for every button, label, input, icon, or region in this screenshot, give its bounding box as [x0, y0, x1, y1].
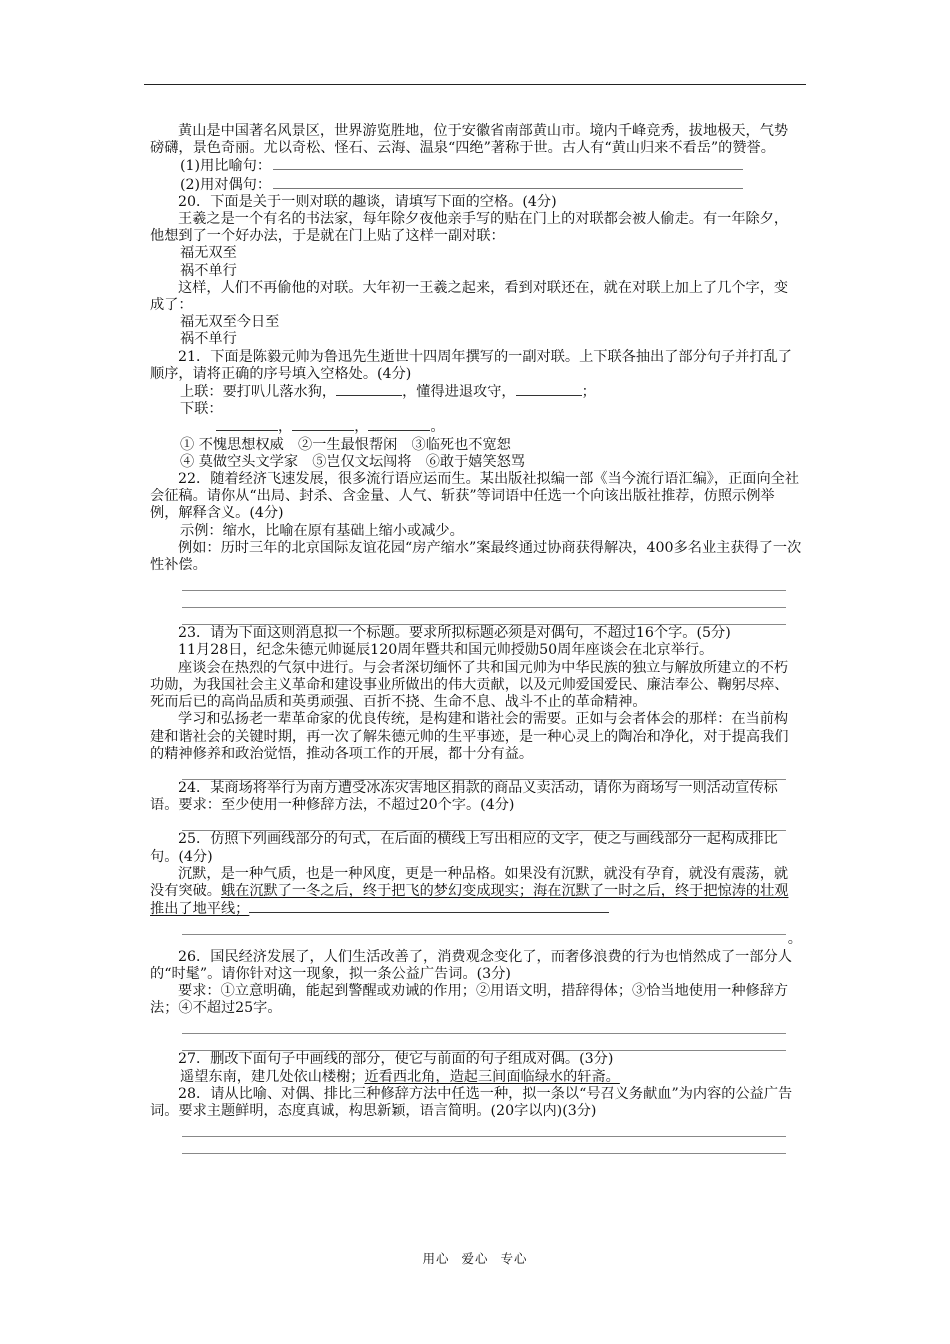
q21-options-row-1: ① 不愧思想权威 ②一生最恨帮闲 ③临死也不宽恕: [180, 436, 511, 453]
q26-prompt: 26．国民经济发展了，人们生活改善了，消费观念变化了，而奢侈浪费的行为也悄然成了一部分人的“时髦”。请你针对这一现象，拟一条公益广告词。(3分): [150, 948, 792, 982]
q27-prompt: 27．删改下面句子中画线的部分，使它与前面的句子组成对偶。(3分): [178, 1051, 614, 1068]
q28-prompt: 28．请从比喻、对偶、排比三种修辞方法中任选一种，拟一条以“号召义务献血”为内容的公益广告词。要求主题鲜明，态度真诚，构思新颖，语言简明。(20字以内)(3分): [150, 1085, 793, 1119]
page-footer: [0, 1249, 950, 1267]
q23-prompt: 23．请为下面这则消息拟一个标题。要求所拟标题必须是对偶句，不超过16个字。(5分): [178, 625, 731, 642]
q23-news-para-2: 座谈会在热烈的气氛中进行。与会者深切缅怀了共和国元帅为中华民族的独立与解放所建立的不朽功勋，为我国社会主义革命和建设事业所做出的伟大贡献，以及元帅爱国爱民、廉洁奉公、鞠躬尽瘁、死而后已的高尚品质和英勇顽强、百折不挠、生命不息、战斗不止的革命精神。: [150, 659, 789, 711]
q28-answer-line-1[interactable]: [182, 1127, 786, 1137]
q22-answer-line-3[interactable]: [182, 615, 786, 625]
q26-answer-line-1[interactable]: [182, 1024, 786, 1034]
q25-answer-blank[interactable]: [249, 900, 609, 913]
q19-1-answer-line[interactable]: [273, 157, 743, 170]
q21-lower-blank-3[interactable]: [368, 418, 430, 431]
q25-text: [150, 866, 802, 919]
q27-sentence-underlined: 近看西北角，造起三间面临绿水的轩斋。: [364, 1068, 620, 1085]
q22-prompt: 22．随着经济飞速发展，很多流行语应运而生。某出版社拟编一部《当今流行语汇编》，正面向全社会征稿。请你从“出局、封杀、含金量、人气、斩获”等词语中任选一个向该出版社推荐，仿照示例举例，解释含义。(4分): [150, 471, 800, 522]
q22-example-1: 示例：缩水，比喻在原有基础上缩小或减少。: [180, 522, 464, 539]
q21-upper-prefix: 上联：要打叭儿落水狗，: [180, 384, 337, 401]
q20-couplet1-line1: 福无双至: [180, 245, 237, 262]
q21-lower-period: 。: [430, 419, 445, 436]
q21-options-row-2: ④ 莫做空头文学家 ⑤岂仅文坛闯将 ⑥敢于嬉笑怒骂: [180, 453, 526, 470]
q25-text-plain: 沉默，是一种气质，也是一种风度，更是一种品格。如果没有沉默，就没有孕育，就没有震荡，就没有突破。: [150, 865, 789, 899]
q23-news-para-3: 学习和弘扬老一辈革命家的优良传统，是构建和谐社会的需要。正如与会者体会的那样：在当前构建和谐社会的关键时期，再一次了解朱德元帅的生平事迹，是一种心灵上的陶冶和净化，对于提高我们的精神修养和政治觉悟，推动各项工作的开展，都十分有益。: [150, 711, 789, 762]
q23-answer-line[interactable]: [182, 770, 786, 780]
document-body: [150, 123, 802, 1154]
q21-lower-prefix: 下联：: [180, 401, 223, 418]
huangshan-paragraph: 黄山是中国著名风景区，世界游览胜地，位于安徽省南部黄山市。境内千峰竞秀，拔地极天，气势磅礴，景色奇丽。尤以奇松、怪石、云海、温泉“四绝”著称于世。古人有“黄山归来不看岳”的赞誉。: [150, 123, 789, 157]
q20-couplet2-line1: 福无双至今日至: [180, 314, 280, 331]
q21-lower-blank-2[interactable]: [292, 418, 354, 431]
q23-news-para-1: 11月28日，纪念朱德元帅诞辰120周年暨共和国元帅授勋50周年座谈会在北京举行。: [178, 642, 714, 659]
q19-2-line: [150, 176, 802, 194]
q21-upper-blank-2[interactable]: [516, 383, 582, 396]
q24-answer-line[interactable]: [182, 821, 786, 831]
q20-couplet2-line2: 祸不单行: [180, 331, 237, 348]
q20-prompt: 20．下面是关于一则对联的趣谈，请填写下面的空格。(4分): [178, 193, 557, 210]
q19-2-answer-line[interactable]: [273, 176, 743, 189]
q26-requirements: 要求：①立意明确，能起到警醒或劝诫的作用；②用语文明，措辞得体；③恰当地使用一种修辞方法；④不超过25字。: [150, 982, 789, 1017]
q22-answer-line-2[interactable]: [182, 598, 786, 608]
q25-end-mark: 。: [787, 931, 802, 948]
q27-sentence-plain: 遥望东南，建几处依山楼榭；: [180, 1068, 365, 1085]
q24-prompt: 24．某商场将举行为南方遭受冰冻灾害地区捐款的商品义卖活动，请你为商场写一则活动宣传标语。要求：至少使用一种修辞方法，不超过20个字。(4分): [150, 779, 778, 814]
header-rule: [144, 84, 806, 85]
q21-upper-suffix: ；: [581, 384, 596, 401]
q21-lower-comma-1: ，: [278, 419, 293, 436]
q21-upper-middle: ，懂得进退攻守，: [402, 384, 516, 401]
q20-story-2: 这样，人们不再偷他的对联。大年初一王羲之起来，看到对联还在，就在对联上加上了几个字，变成了：: [150, 279, 789, 314]
q19-1-label: (1)用比喻句：: [180, 158, 272, 175]
q22-answer-line-1[interactable]: [182, 581, 786, 591]
q27-sentence: [150, 1069, 802, 1086]
footer-word-1: 用心: [422, 1251, 450, 1266]
q26-answer-line-2[interactable]: [182, 1041, 786, 1051]
q21-prompt: 21．下面是陈毅元帅为鲁迅先生逝世十四周年撰写的一副对联。上下联各抽出了部分句子并打乱了顺序，请将正确的序号填入空格处。(4分): [150, 348, 792, 382]
q21-upper-blank-1[interactable]: [336, 383, 402, 396]
q25-prompt: 25．仿照下列画线部分的句式，在后面的横线上写出相应的文字，使之与画线部分一起构成排比句。(4分): [150, 831, 778, 865]
q22-example-2: 例如：历时三年的北京国际友谊花园“房产缩水”案最终通过协商获得解决，400多名业主获得了一次性补偿。: [150, 539, 802, 574]
q19-2-label: (2)用对偶句：: [180, 176, 272, 193]
footer-word-2: 爱心: [461, 1251, 489, 1266]
q20-couplet1-line2: 祸不单行: [180, 262, 237, 279]
q20-story-1: 王羲之是一个有名的书法家，每年除夕夜他亲手写的贴在门上的对联都会被人偷走。有一年除夕，他想到了一个好办法，于是就在门上贴了这样一副对联：: [150, 211, 789, 245]
q25-text-underlined: 蛾在沉默了一冬之后，终于把飞的梦幻变成现实；海在沉默了一时之后，终于把惊涛的壮观推出了地平线；: [150, 882, 789, 918]
footer-word-3: 专心: [500, 1251, 528, 1266]
q21-lower-comma-2: ，: [354, 419, 369, 436]
q21-lower-blank-1[interactable]: [216, 418, 278, 431]
q21-upper-couplet: [150, 383, 802, 401]
q21-lower-couplet: [150, 401, 802, 436]
q28-answer-line-2[interactable]: [182, 1144, 786, 1154]
q19-1-line: [150, 157, 802, 175]
